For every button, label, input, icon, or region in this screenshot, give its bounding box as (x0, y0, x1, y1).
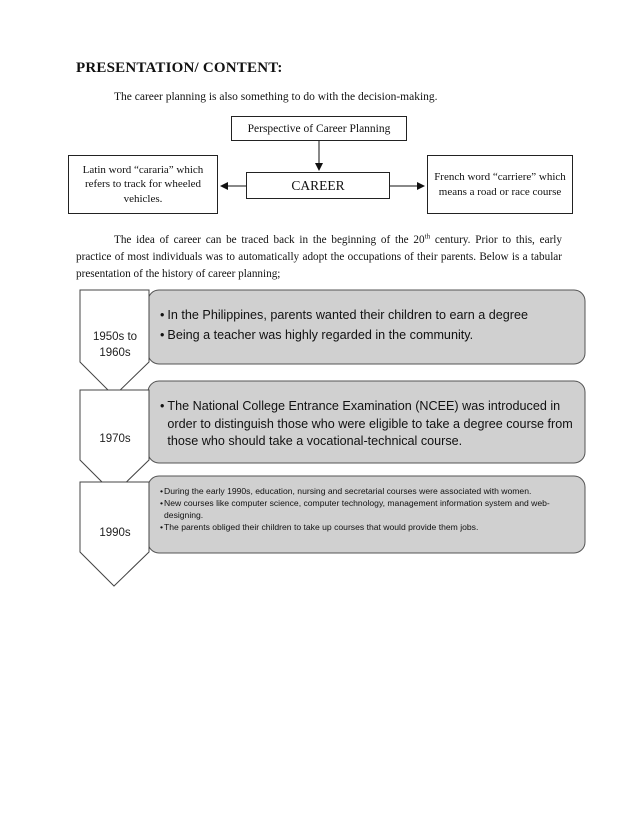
history-paragraph (76, 232, 562, 283)
bullet-item: • The National College Entrance Examination (NCEE) was introduced in order to distinguish those who were eligible to take a degree course from those who should take a vocational-technical course. (160, 398, 580, 451)
bullet-item: • The parents obliged their children to take up courses that would provide them jobs. (160, 522, 479, 533)
paragraph-text-start: The idea of career can be traced back in the beginning of the 20 (114, 234, 425, 246)
bullet-text: The parents obliged their children to take up courses that would provide them jobs. (164, 522, 479, 533)
bullet-item: • During the early 1990s, education, nursing and secretarial courses were associated with women. (160, 486, 532, 496)
timeline-text-3 (160, 485, 580, 533)
intro-sentence: The career planning is also something to do with the decision-making. (114, 91, 438, 103)
bullet-item: • In the Philippines, parents wanted their children to earn a degree (160, 306, 580, 326)
latin-origin-box: Latin word “cararia” which refers to track for wheeled vehicles. (68, 155, 218, 214)
bullet-text: Being a teacher was highly regarded in the community. (167, 327, 474, 342)
career-box: CAREER (246, 172, 390, 199)
french-origin-box: French word “carriere” which means a road or race course (427, 155, 573, 214)
section-heading: PRESENTATION/ CONTENT: (76, 60, 283, 76)
bullet-item: • Being a teacher was highly regarded in the community. (160, 326, 580, 346)
bullet-text: In the Philippines, parents wanted their children to earn a degree (167, 308, 528, 322)
timeline-text-2 (160, 398, 580, 451)
period-label-1: 1950s to 1960s (92, 331, 138, 359)
bullet-text: During the early 1990s, education, nursing and secretarial courses were associated with women. (164, 486, 532, 496)
bullet-text: New courses like computer science, computer technology, management information system and web-designing. (164, 498, 550, 521)
bullet-item: • New courses like computer science, computer technology, management information system and web-designing. (160, 497, 580, 521)
paragraph-text-end: century. Prior to this, early practice of most individuals was to automatically adopt the occupations of their parents. Below is a tabular presentation of the history of career planning; (76, 234, 562, 281)
bullet-text: The National College Entrance Examination (NCEE) was introduced in order to distinguish those who were eligible to take a degree course from those who should take a vocational-technical course. (167, 399, 573, 449)
timeline-text-1 (160, 306, 580, 345)
ordinal-suffix: th (424, 232, 431, 241)
period-label-3: 1990s (99, 527, 131, 539)
period-label-2: 1970s (99, 433, 131, 445)
perspective-box: Perspective of Career Planning (231, 116, 407, 141)
